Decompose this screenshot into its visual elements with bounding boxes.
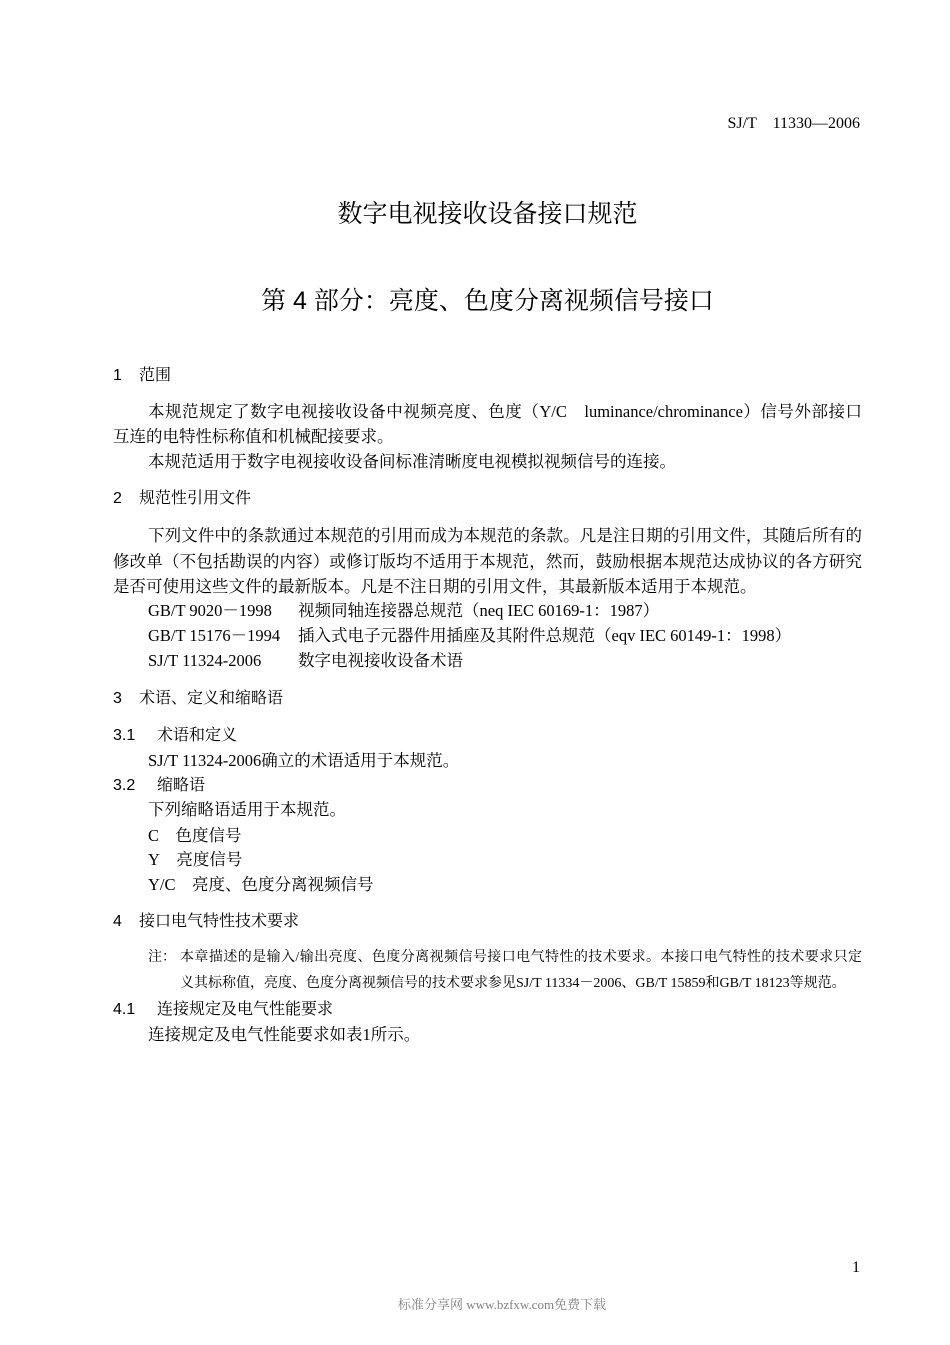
- reference-title: 视频同轴连接器总规范（neq IEC 60169-1：1987）: [298, 601, 660, 620]
- reference-item: [148, 626, 862, 646]
- references-intro-line-3: 是否可使用这些文件的最新版本。凡是不注日期的引用文件，其最新版本适用于本规范。: [113, 577, 757, 596]
- reference-code: GB/T 15176－1994: [148, 626, 281, 645]
- section-2-heading: [113, 489, 862, 509]
- references-intro-line-2: 修改单（不包括勘误的内容）或修订版均不适用于本规范，然而，鼓励根据本规范达成协议的各方研究: [113, 552, 862, 571]
- subsection-3-2-heading: [113, 776, 862, 796]
- subsection-title: 缩略语: [157, 777, 206, 794]
- note-label: 注：: [148, 950, 176, 965]
- subsection-number: 4.1: [113, 1001, 136, 1018]
- reference-item: [148, 601, 862, 621]
- reference-title: 插入式电子元器件用插座及其附件总规范（eqv IEC 60149-1：1998）: [298, 626, 792, 645]
- note-line-1: 本章描述的是输入/输出亮度、色度分离视频信号接口电气特性的技术要求。本接口电气特性的技术要求只定: [180, 950, 862, 965]
- abbreviation-term: C: [148, 826, 160, 845]
- abbreviations-intro: 下列缩略语适用于本规范。: [148, 800, 346, 819]
- references-intro-line-1: 下列文件中的条款通过本规范的引用而成为本规范的条款。凡是注日期的引用文件，其随后所有的: [148, 526, 862, 545]
- section-3-heading: [113, 689, 862, 709]
- subsection-3-1-heading: [113, 726, 862, 746]
- document-title: 数字电视接收设备接口规范: [337, 200, 638, 228]
- page-number: 1: [852, 1259, 860, 1276]
- section-4-heading: [113, 912, 862, 932]
- part-title: 第 4 部分：亮度、色度分离视频信号接口: [261, 287, 714, 315]
- subsection-title: 连接规定及电气性能要求: [157, 1001, 334, 1018]
- section-number: 1: [113, 367, 122, 384]
- footer-watermark: 标准分享网 www.bzfxw.com免费下载: [398, 1297, 607, 1312]
- section-title: 规范性引用文件: [139, 490, 252, 507]
- abbreviation-term: Y/C: [148, 875, 176, 894]
- section-number: 2: [113, 490, 122, 507]
- subsection-number: 3.2: [113, 777, 136, 794]
- reference-code: SJ/T 11324-2006: [148, 651, 262, 670]
- reference-code: GB/T 9020－1998: [148, 601, 272, 620]
- reference-title: 数字电视接收设备术语: [298, 651, 463, 670]
- section-number: 3: [113, 690, 122, 707]
- subsection-4-1-heading: [113, 1000, 862, 1020]
- standard-number: SJ/T 11330—2006: [727, 115, 860, 132]
- connection-text: 连接规定及电气性能要求如表1所示。: [148, 1025, 421, 1044]
- note-line-2: 义其标称值，亮度、色度分离视频信号的技术要求参见SJ/T 11334－2006、GB/T 15859和GB/T 18123等规范。: [180, 976, 846, 991]
- section-1-heading: [113, 366, 862, 386]
- section-title: 接口电气特性技术要求: [139, 913, 300, 930]
- abbreviation-meaning: 亮度、色度分离视频信号: [192, 875, 374, 894]
- section-title: 范围: [139, 367, 172, 384]
- scope-paragraph-1-line-1: 本规范规定了数字电视接收设备中视频亮度、色度（Y/C luminance/chrominance）信号外部接口: [148, 402, 862, 421]
- abbreviation-item: [148, 875, 862, 895]
- abbreviation-term: Y: [148, 850, 160, 869]
- abbreviation-meaning: 亮度信号: [176, 850, 243, 869]
- reference-item: [148, 651, 862, 671]
- section-title: 术语、定义和缩略语: [139, 690, 284, 707]
- scope-paragraph-2-line-1: 本规范适用于数字电视接收设备间标准清晰度电视模拟视频信号的连接。: [148, 452, 676, 471]
- scope-paragraph-1-line-2: 互连的电特性标称值和机械配接要求。: [113, 427, 394, 446]
- abbreviation-meaning: 色度信号: [175, 826, 242, 845]
- subsection-title: 术语和定义: [157, 727, 238, 744]
- subsection-number: 3.1: [113, 727, 136, 744]
- section-number: 4: [113, 913, 122, 930]
- definitions-text: SJ/T 11324-2006确立的术语适用于本规范。: [148, 751, 460, 770]
- abbreviation-item: [148, 850, 862, 870]
- abbreviation-item: [148, 826, 862, 846]
